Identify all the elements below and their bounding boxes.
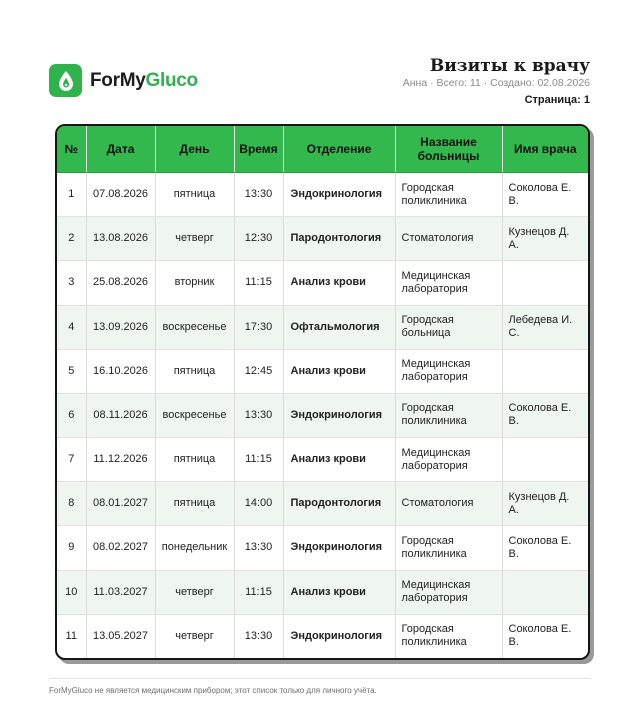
cell-date: 11.12.2026 xyxy=(86,438,155,482)
cell-day: воскресенье xyxy=(155,393,234,437)
table-body xyxy=(57,173,588,659)
cell-hospital: Стоматология xyxy=(395,217,502,261)
cell-time: 11:15 xyxy=(234,438,283,482)
cell-doctor xyxy=(502,570,588,614)
cell-hospital: Медицинская лаборатория xyxy=(395,570,502,614)
cell-doctor: Соколова Е. В. xyxy=(502,526,588,570)
document-title: Визиты к врачу xyxy=(429,56,590,76)
cell-date: 08.02.2027 xyxy=(86,526,155,570)
cell-number: 9 xyxy=(57,526,86,570)
cell-department: Эндокринология xyxy=(283,614,395,658)
cell-time: 17:30 xyxy=(234,305,283,349)
cell-number: 10 xyxy=(57,570,86,614)
cell-date: 13.05.2027 xyxy=(86,614,155,658)
cell-department: Пародонтология xyxy=(283,217,395,261)
visits-table-container xyxy=(55,124,590,660)
col-header-day: День xyxy=(155,126,234,173)
cell-day: пятница xyxy=(155,438,234,482)
cell-time: 14:00 xyxy=(234,482,283,526)
brand-name xyxy=(90,70,198,92)
cell-doctor: Лебедева И. С. xyxy=(502,305,588,349)
cell-hospital: Медицинская лаборатория xyxy=(395,261,502,305)
table-row xyxy=(57,349,588,393)
cell-date: 08.11.2026 xyxy=(86,393,155,437)
cell-department: Пародонтология xyxy=(283,482,395,526)
cell-number: 7 xyxy=(57,438,86,482)
col-header-number: № xyxy=(57,126,86,173)
col-header-department: Отделение xyxy=(283,126,395,173)
cell-time: 11:15 xyxy=(234,261,283,305)
cell-date: 11.03.2027 xyxy=(86,570,155,614)
table-row xyxy=(57,305,588,349)
page-number: Страница: 1 xyxy=(524,94,590,106)
cell-day: вторник xyxy=(155,261,234,305)
table-row xyxy=(57,217,588,261)
col-header-time: Время xyxy=(234,126,283,173)
cell-hospital: Городская больница xyxy=(395,305,502,349)
col-header-doctor: Имя врача xyxy=(502,126,588,173)
cell-doctor xyxy=(502,438,588,482)
footer-disclaimer: ForMyGluco не является медицинским прибором; этот список только для личного учёта. xyxy=(49,686,377,695)
cell-doctor: Соколова Е. В. xyxy=(508,623,572,649)
cell-day: пятница xyxy=(155,173,234,217)
cell-number: 11 xyxy=(57,614,86,658)
cell-number: 1 xyxy=(57,173,86,217)
document-meta: Анна · Всего: 11 · Создано: 02.08.2026 xyxy=(402,77,590,89)
cell-hospital: Медицинская лаборатория xyxy=(395,438,502,482)
cell-number: 6 xyxy=(57,393,86,437)
cell-day: четверг xyxy=(155,614,234,658)
table-row xyxy=(57,570,588,614)
cell-doctor: Соколова Е. В. xyxy=(502,393,588,437)
cell-time: 13:30 xyxy=(234,526,283,570)
cell-number: 3 xyxy=(57,261,86,305)
cell-time: 13:30 xyxy=(234,614,283,658)
brand-name-accent: Gluco xyxy=(145,69,198,91)
cell-department: Анализ крови xyxy=(283,349,395,393)
cell-day: четверг xyxy=(155,217,234,261)
drop-icon xyxy=(49,64,82,97)
cell-day: пятница xyxy=(155,482,234,526)
cell-time: 12:30 xyxy=(234,217,283,261)
table-row xyxy=(57,173,588,217)
cell-day: воскресенье xyxy=(155,305,234,349)
cell-doctor: Соколова Е. В. xyxy=(502,173,588,217)
table-row xyxy=(57,438,588,482)
cell-hospital: Медицинская лаборатория xyxy=(395,349,502,393)
footer-divider xyxy=(49,678,591,679)
cell-date: 13.08.2026 xyxy=(86,217,155,261)
cell-department: Офтальмология xyxy=(283,305,395,349)
cell-department: Анализ крови xyxy=(283,438,395,482)
cell-hospital: Городская поликлиника xyxy=(395,614,502,658)
cell-date: 25.08.2026 xyxy=(86,261,155,305)
cell-hospital: Городская поликлиника xyxy=(395,393,502,437)
table-header-row xyxy=(57,126,588,173)
cell-time: 12:45 xyxy=(234,349,283,393)
table-row xyxy=(57,614,588,658)
cell-doctor xyxy=(502,261,588,305)
cell-number: 4 xyxy=(57,305,86,349)
table-row xyxy=(57,393,588,437)
cell-hospital: Городская поликлиника xyxy=(395,526,502,570)
cell-date: 07.08.2026 xyxy=(86,173,155,217)
cell-time: 11:15 xyxy=(234,570,283,614)
cell-date: 13.09.2026 xyxy=(86,305,155,349)
cell-day: понедельник xyxy=(155,526,234,570)
cell-number: 2 xyxy=(57,217,86,261)
cell-hospital: Стоматология xyxy=(395,482,502,526)
brand-logo xyxy=(49,64,198,97)
cell-number: 5 xyxy=(57,349,86,393)
cell-date: 08.01.2027 xyxy=(86,482,155,526)
table-row xyxy=(57,261,588,305)
cell-doctor: Кузнецов Д. А. xyxy=(502,217,588,261)
cell-day: четверг xyxy=(155,570,234,614)
cell-department: Эндокринология xyxy=(283,526,395,570)
cell-day: пятница xyxy=(155,349,234,393)
brand-name-main: ForMy xyxy=(90,69,146,91)
cell-number: 8 xyxy=(57,482,86,526)
table-row xyxy=(57,526,588,570)
col-header-date: Дата xyxy=(86,126,155,173)
visits-table xyxy=(57,126,588,658)
cell-time: 13:30 xyxy=(234,393,283,437)
col-header-hospital: Название больницы xyxy=(395,126,502,173)
cell-date: 16.10.2026 xyxy=(86,349,155,393)
table-row xyxy=(57,482,588,526)
cell-time: 13:30 xyxy=(234,173,283,217)
cell-department: Эндокринология xyxy=(283,173,395,217)
cell-department: Анализ крови xyxy=(283,261,395,305)
cell-doctor xyxy=(502,349,588,393)
cell-department: Анализ крови xyxy=(283,570,395,614)
cell-department: Эндокринология xyxy=(283,393,395,437)
cell-hospital: Городская поликлиника xyxy=(395,173,502,217)
cell-doctor: Кузнецов Д. А. xyxy=(502,482,588,526)
